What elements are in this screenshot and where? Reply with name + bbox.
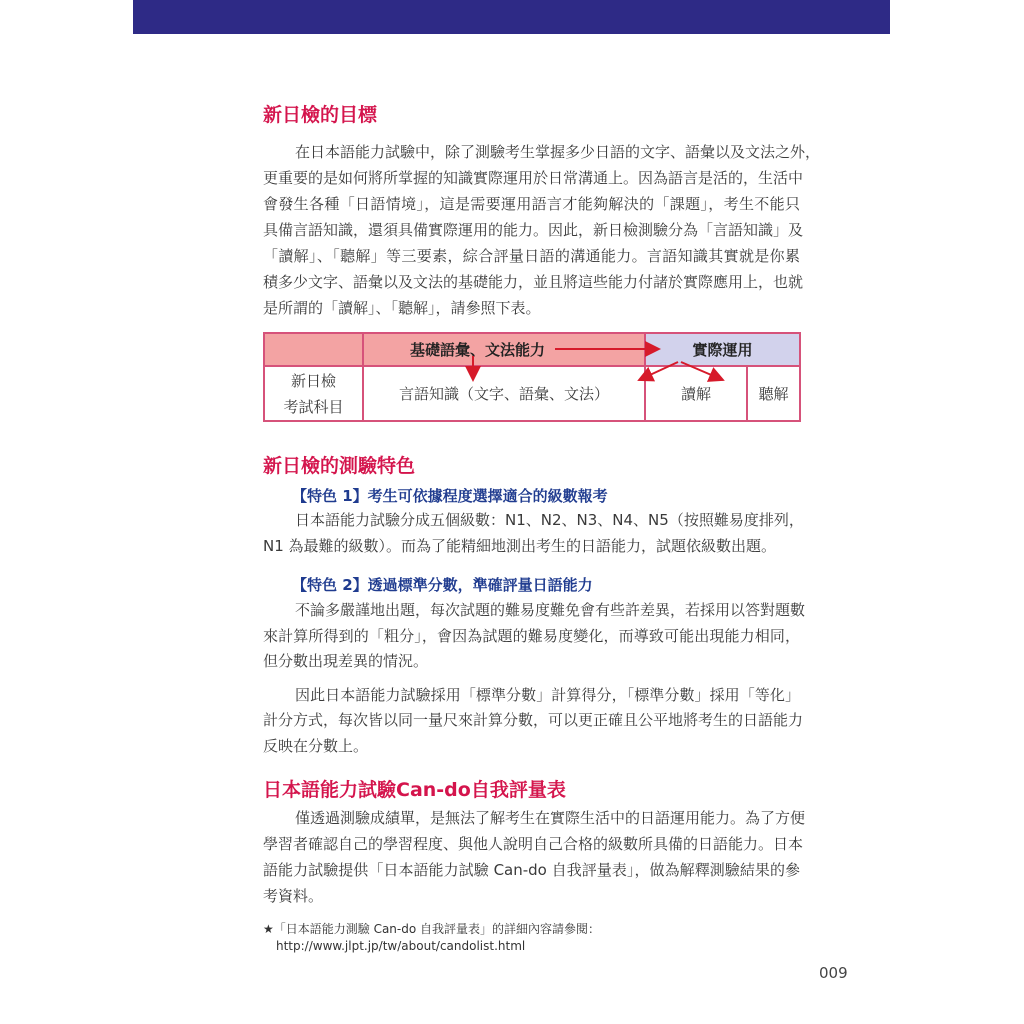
paragraph-line: 不論多嚴謹地出題，每次試題的難易度難免會有些許差異，若採用以答對題數 <box>295 601 806 619</box>
header-bar <box>133 0 890 34</box>
paragraph-line: N1 為最難的級數）。而為了能精細地測出考生的日語能力，試題依級數出題。 <box>263 537 777 555</box>
paragraph-line: 日本語能力試驗分成五個級數：N1、N2、N3、N4、N5（按照難易度排列， <box>295 511 804 529</box>
table-cell-reading: 讀解 <box>645 366 747 421</box>
page-number: 009 <box>819 964 848 982</box>
feature-1-title: 【特色 1】考生可依據程度選擇適合的級數報考 <box>292 487 608 505</box>
paragraph-line: 是所謂的「讀解」、「聽解」，請參照下表。 <box>263 299 541 317</box>
footnote: ★「日本語能力測驗 Can-do 自我評量表」的詳細內容請參閱： <box>263 922 601 936</box>
paragraph-line: 會發生各種「日語情境」，這是需要運用語言才能夠解決的「課題」，考生不能只 <box>263 195 800 213</box>
paragraph-line: 來計算所得到的「粗分」，會因為試題的難易度變化，而導致可能出現能力相同， <box>263 627 800 645</box>
paragraph-line: 計分方式，每次皆以同一量尺來計算分數，可以更正確且公平地將考生的日語能力 <box>263 711 804 729</box>
footnote-url[interactable]: http://www.jlpt.jp/tw/about/candolist.html <box>276 939 526 953</box>
section-title-cando: 日本語能力試驗Can-do自我評量表 <box>263 779 566 801</box>
paragraph-line: 因此日本語能力試驗採用「標準分數」計算得分，「標準分數」採用「等化」 <box>295 686 800 704</box>
paragraph-line: 積多少文字、語彙以及文法的基礎能力，並且將這些能力付諸於實際應用上，也就 <box>263 273 804 291</box>
table-header-empty <box>264 333 363 366</box>
feature-2-title: 【特色 2】透過標準分數，準確評量日語能力 <box>292 576 593 594</box>
paragraph-line: 僅透過測驗成績單，是無法了解考生在實際生活中的日語運用能力。為了方便 <box>295 809 806 827</box>
paragraph-line: 學習者確認自己的學習程度、與他人說明自己合格的級數所具備的日語能力。日本 <box>263 835 804 853</box>
paragraph-line: 語能力試驗提供「日本語能力試驗 Can-do 自我評量表」，做為解釋測驗結果的參 <box>263 861 800 879</box>
table-header-practical: 實際運用 <box>645 333 800 366</box>
table-cell-language-knowledge: 言語知識（文字、語彙、文法） <box>363 366 645 421</box>
section-title-features: 新日檢的測驗特色 <box>263 455 416 477</box>
paragraph-line: 具備言語知識，還須具備實際運用的能力。因此，新日檢測驗分為「言語知識」及 <box>263 221 804 239</box>
paragraph-line: 反映在分數上。 <box>263 737 369 755</box>
paragraph-line: 更重要的是如何將所掌握的知識實際運用於日常溝通上。因為語言是活的，生活中 <box>263 169 804 187</box>
section-title-goal: 新日檢的目標 <box>263 104 378 126</box>
table-cell-listening: 聽解 <box>747 366 800 421</box>
paragraph-line: 「讀解」、「聽解」等三要素，綜合評量日語的溝通能力。言語知識其實就是你累 <box>263 247 800 265</box>
exam-structure-table <box>263 332 801 422</box>
table-row-label: 新日檢 考試科目 <box>264 366 363 421</box>
paragraph-line: 在日本語能力試驗中，除了測驗考生掌握多少日語的文字、語彙以及文法之外， <box>295 143 821 161</box>
paragraph-line: 但分數出現差異的情況。 <box>263 652 429 670</box>
paragraph-line: 考資料。 <box>263 887 324 905</box>
table-header-basic: 基礎語彙、文法能力 <box>363 333 645 366</box>
